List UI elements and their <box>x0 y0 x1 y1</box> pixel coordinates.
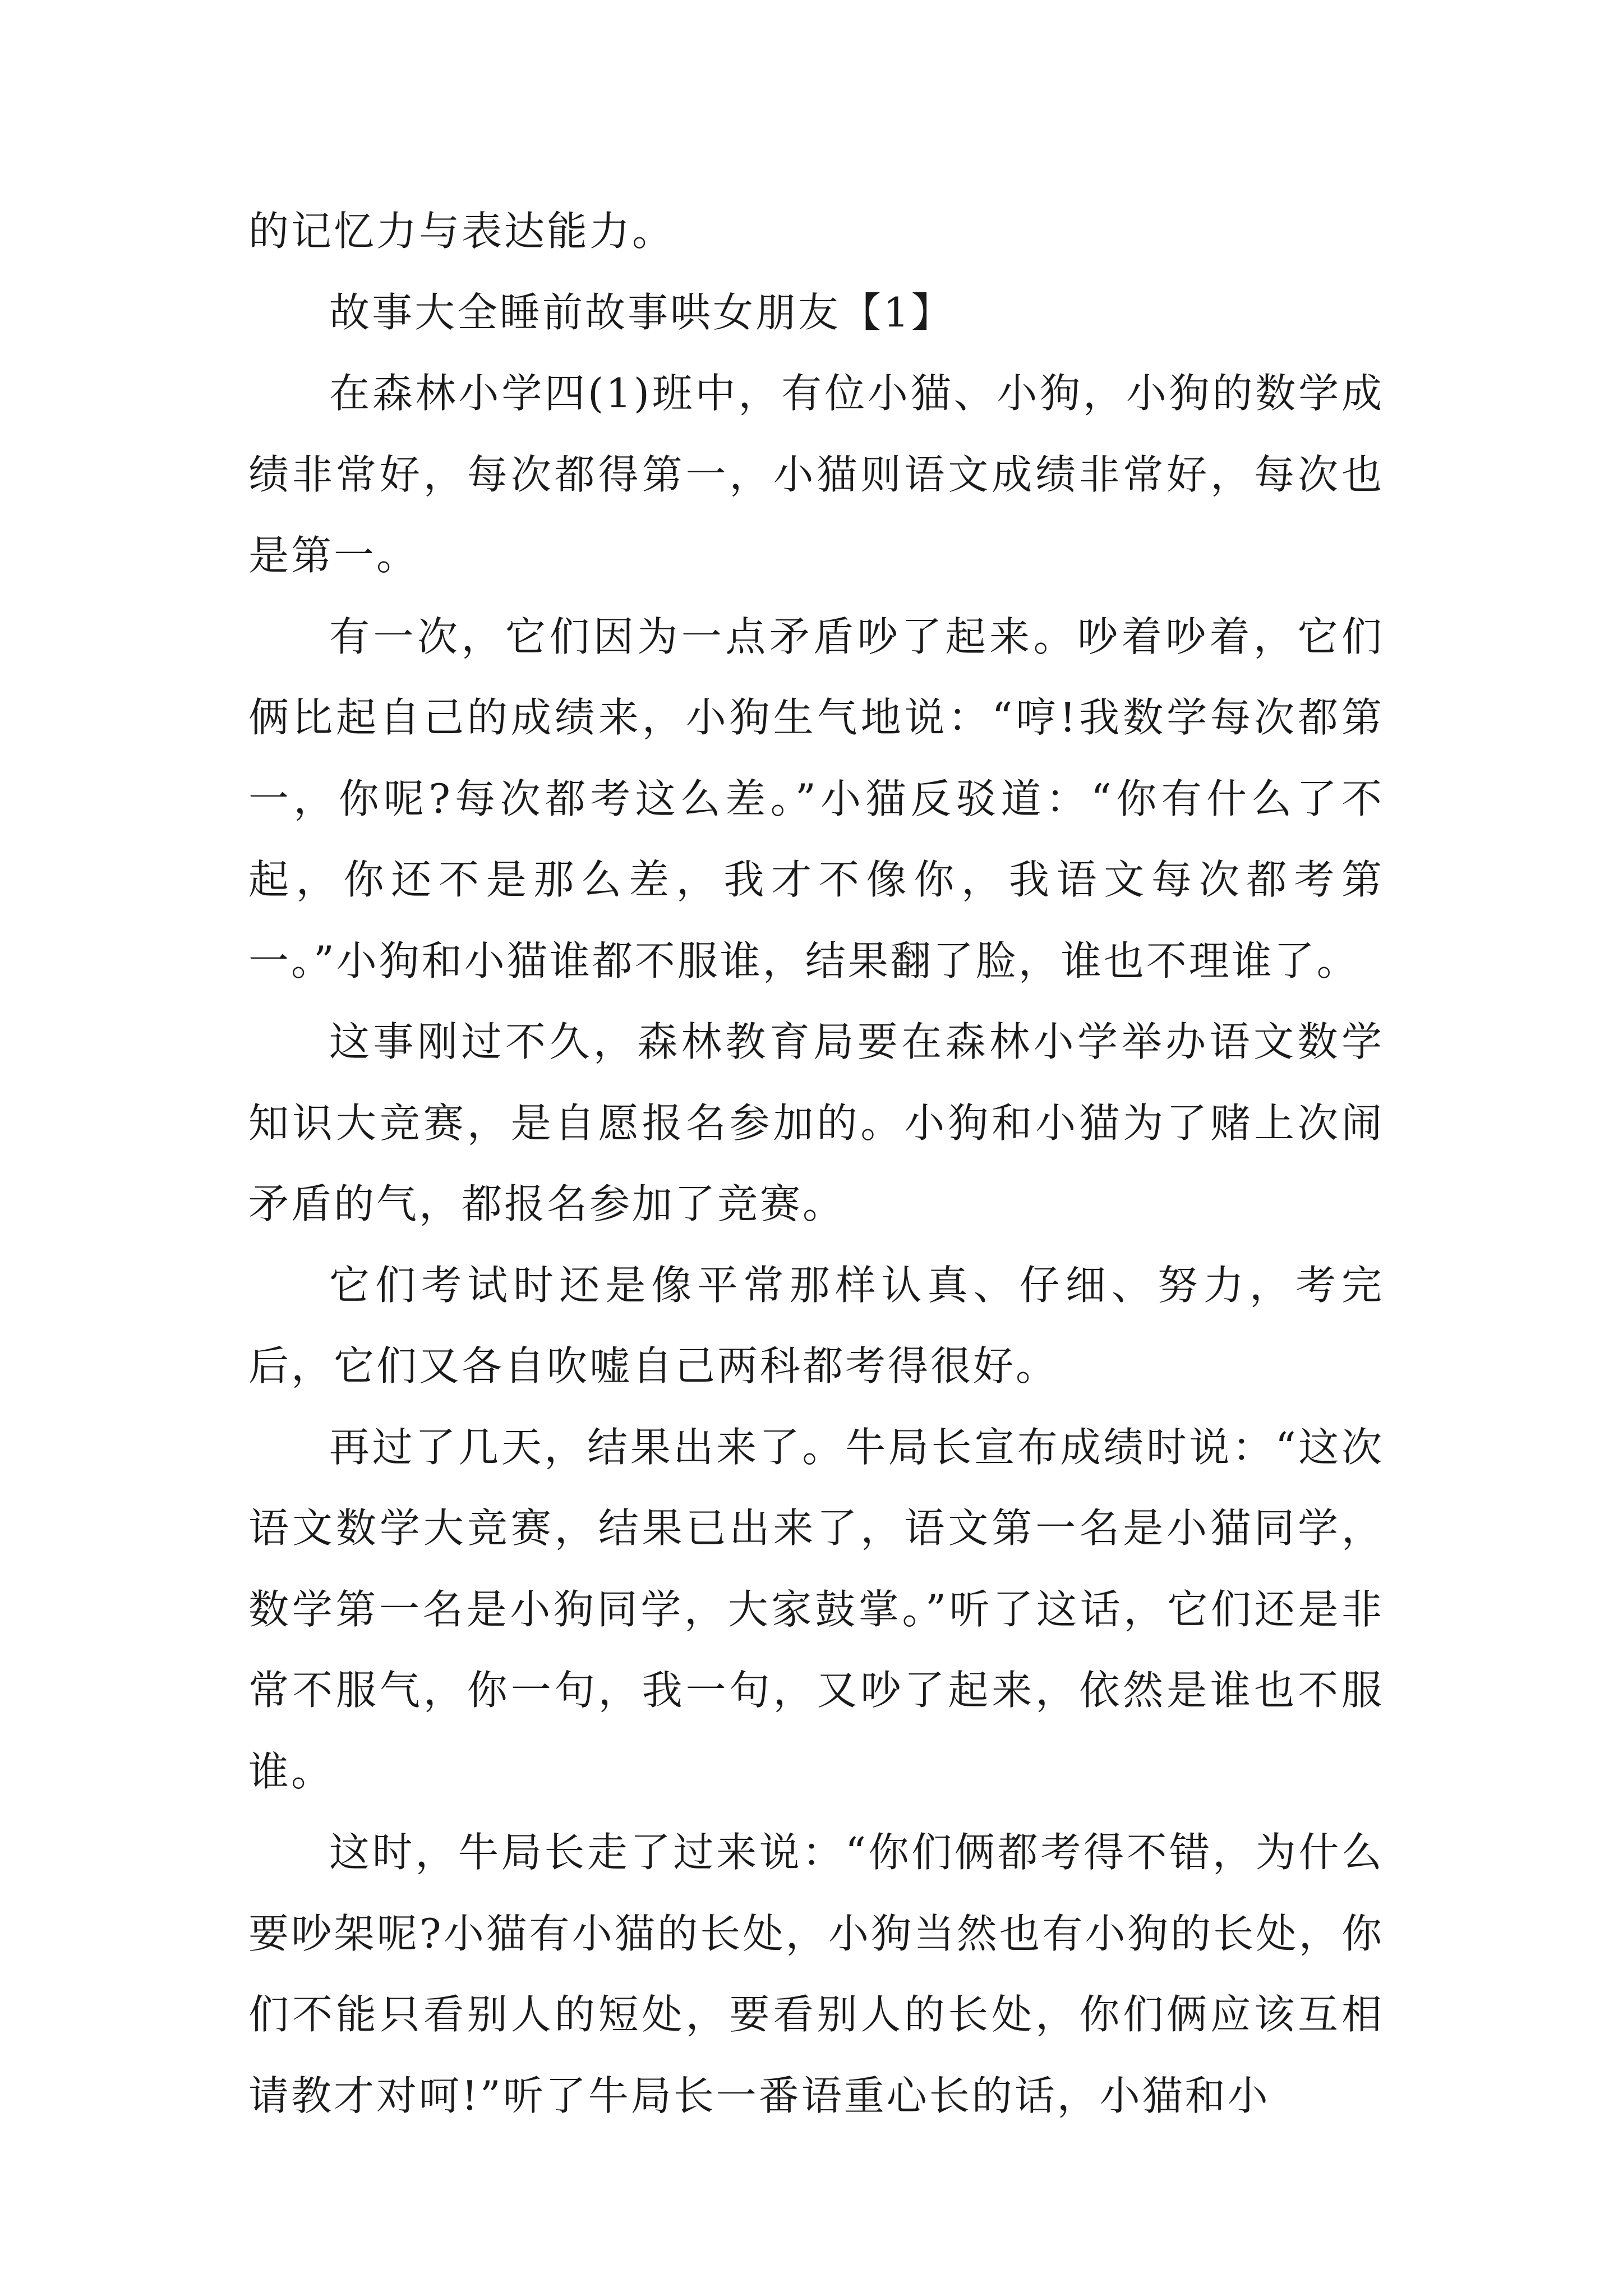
paragraph: 它们考试时还是像平常那样认真、仔细、努力，考完后，它们又各自吹嘘自己两科都考得很好。 <box>248 1261 1384 1389</box>
body-text <box>248 191 1384 2136</box>
paragraph: 在森林小学四(1)班中，有位小猫、小狗，小狗的数学成绩非常好，每次都得第一，小猫则语文成绩非常好，每次也是第一。 <box>248 370 1384 579</box>
paragraph-continuation: 的记忆力与表达能力。 <box>248 208 675 255</box>
paragraph: 这时，牛局长走了过来说：“你们俩都考得不错，为什么要吵架呢?小猫有小猫的长处，小狗当然也有小狗的长处，你们不能只看别人的短处，要看别人的长处，你们俩应该互相请教才对呵!”听了牛局长一番语重心长的话，小猫和小 <box>248 1829 1384 2119</box>
paragraph: 这事刚过不久，森林教育局要在森林小学举办语文数学知识大竞赛，是自愿报名参加的。小狗和小猫为了赌上次闹矛盾的气，都报名参加了竞赛。 <box>248 1018 1384 1227</box>
paragraph: 有一次，它们因为一点矛盾吵了起来。吵着吵着，它们俩比起自己的成绩来，小狗生气地说：“哼!我数学每次都第一，你呢?每次都考这么差。”小猫反驳道：“你有什么了不起，你还不是那么差，我才不像你，我语文每次都考第一。”小狗和小猫谁都不服谁，结果翻了脸，谁也不理谁了。 <box>248 613 1384 984</box>
section-heading: 故事大全睡前故事哄女朋友【1】 <box>329 288 954 336</box>
paragraph: 再过了几天，结果出来了。牛局长宣布成绩时说：“这次语文数学大竞赛，结果已出来了，语文第一名是小猫同学，数学第一名是小狗同学，大家鼓掌。”听了这话，它们还是非常不服气，你一句，我一句，又吵了起来，依然是谁也不服谁。 <box>248 1423 1384 1795</box>
